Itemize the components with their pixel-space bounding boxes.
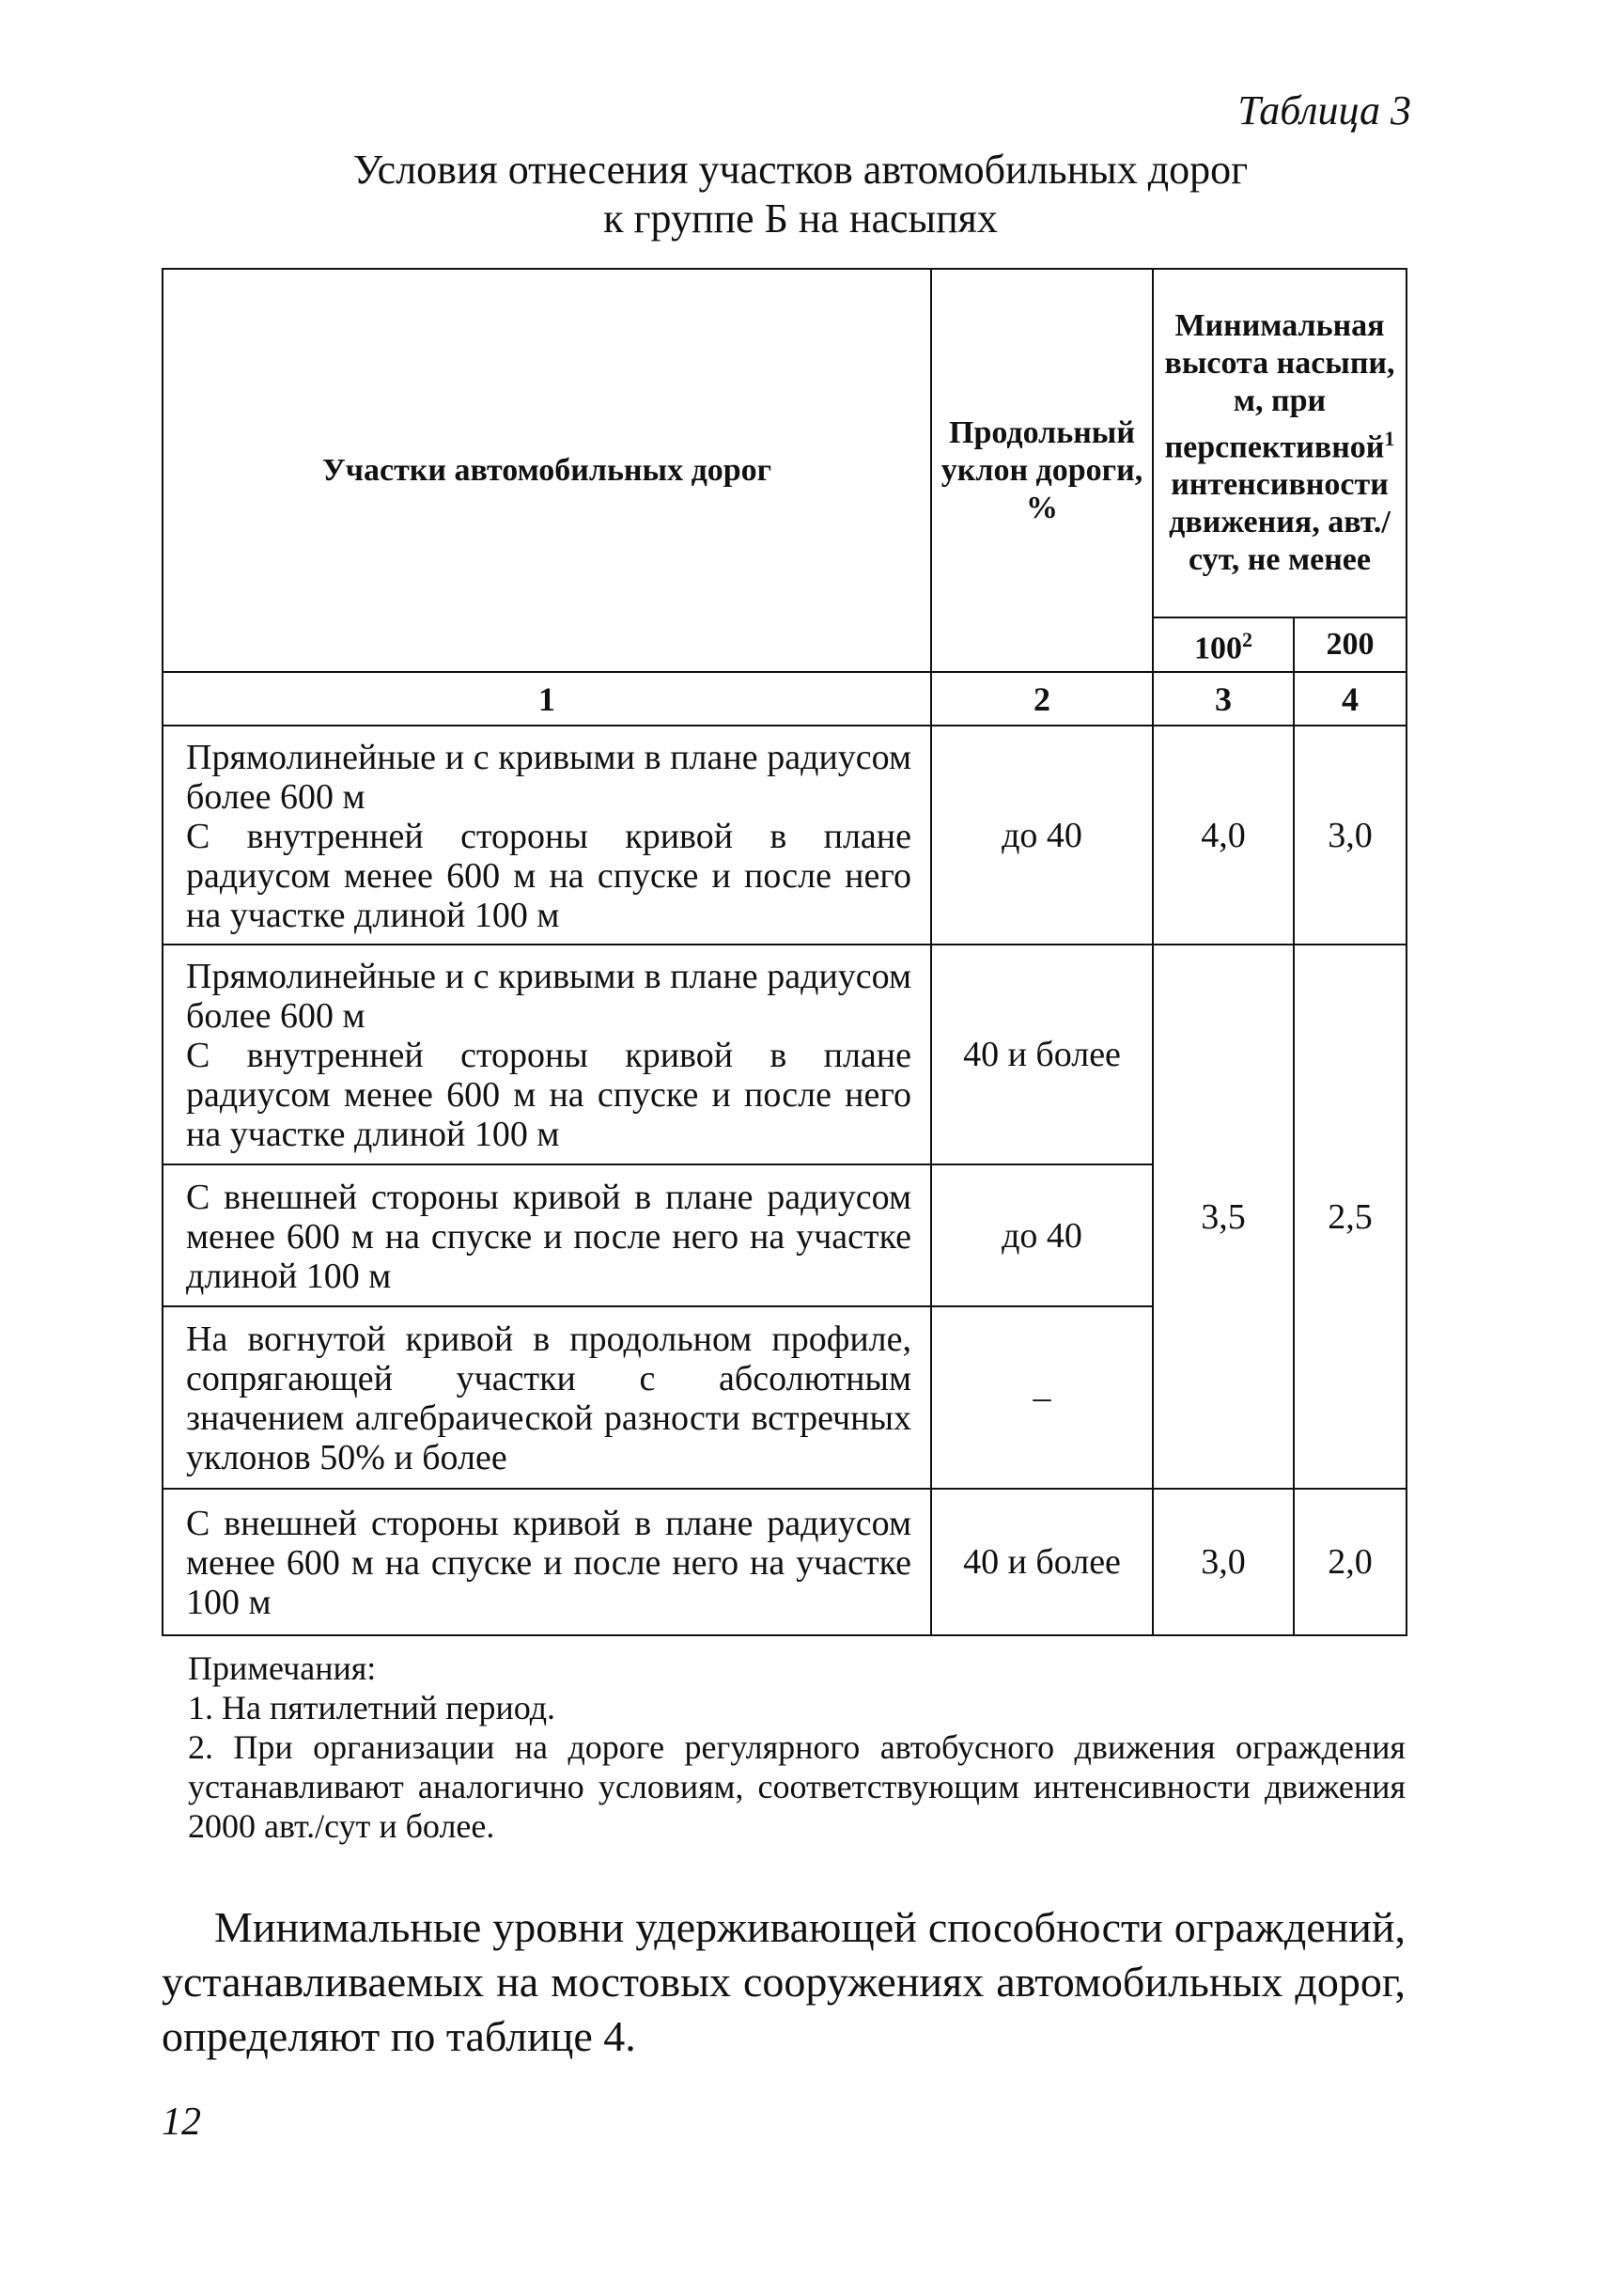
table-title	[160, 146, 1441, 243]
criteria-table	[162, 268, 1407, 1636]
row-slope: 40 и более	[931, 1489, 1153, 1635]
note-item: 2. При организации на дороге регулярного автобусного движения ограждения устанавливают аналогично условиям, соответствующим интенсивности движения 2000 авт./сут и более.	[188, 1728, 1406, 1845]
page-number: 12	[162, 2101, 201, 2144]
table-label: Таблица 3	[1237, 87, 1411, 133]
subheader-200: 200	[1294, 617, 1407, 672]
row-description: С внешней стороны кривой в плане радиусом менее 600 м на спуске и после него на участке длиной 100 м	[163, 1164, 931, 1306]
note-item: 1. На пятилетний период.	[188, 1689, 556, 1726]
subheader-100: $100^2$	[1153, 617, 1294, 672]
header-slope: Продольный уклон дороги, %	[931, 269, 1153, 672]
header-sections: Участки автомобильных дорог	[163, 269, 931, 672]
column-number: 4	[1294, 672, 1407, 726]
table-title-line: к группе Б на насыпях	[603, 195, 998, 242]
row-slope: –	[931, 1306, 1153, 1489]
row-slope: 40 и более	[931, 945, 1153, 1164]
body-paragraph: Минимальные уровни удерживающей способности ограждений, устанавливаемых на мостовых сооружениях автомобильных дорог, определяют по таблице 4.	[162, 1903, 1406, 2060]
row-height-100: 4,0	[1153, 726, 1294, 945]
footnote-ref-2: 2	[1242, 628, 1252, 652]
column-number: 1	[163, 672, 931, 726]
footnote-ref-1: 1	[1384, 426, 1395, 450]
row-height-200: 2,5	[1294, 945, 1407, 1489]
row-height-200: 2,0	[1294, 1489, 1407, 1635]
table-row	[163, 726, 1407, 945]
row-description: На вогнутой кривой в продольном профиле, сопрягающей участки с абсолютным значением алгебраической разности встречных уклонов 50% и более	[163, 1306, 931, 1489]
header-min-height: Минимальная высота насыпи, м, при перспективной$^1$ интенсивности движения, авт./сут, не менее	[1153, 269, 1407, 617]
row-description: Прямолинейные и с кривыми в плане радиусом более 600 м С внутренней стороны кривой в плане радиусом менее 600 м на спуске и после него на участке длиной 100 м	[163, 945, 931, 1164]
row-height-100: 3,5	[1153, 945, 1294, 1489]
notes-heading: Примечания:	[188, 1649, 377, 1687]
row-description: Прямолинейные и с кривыми в плане радиусом более 600 м С внутренней стороны кривой в плане радиусом менее 600 м на спуске и после него на участке длиной 100 м	[163, 726, 931, 945]
row-slope: до 40	[931, 726, 1153, 945]
table-row	[163, 945, 1407, 1164]
row-height-100: 3,0	[1153, 1489, 1294, 1635]
table-notes	[188, 1648, 1406, 1846]
row-height-200: 3,0	[1294, 726, 1407, 945]
row-description: С внешней стороны кривой в плане радиусом менее 600 м на спуске и после него на участке 100 м	[163, 1489, 931, 1635]
table-row	[163, 1489, 1407, 1635]
table-title-line: Условия отнесения участков автомобильных дорог	[352, 147, 1249, 193]
column-number: 3	[1153, 672, 1294, 726]
row-slope: до 40	[931, 1164, 1153, 1306]
column-number: 2	[931, 672, 1153, 726]
